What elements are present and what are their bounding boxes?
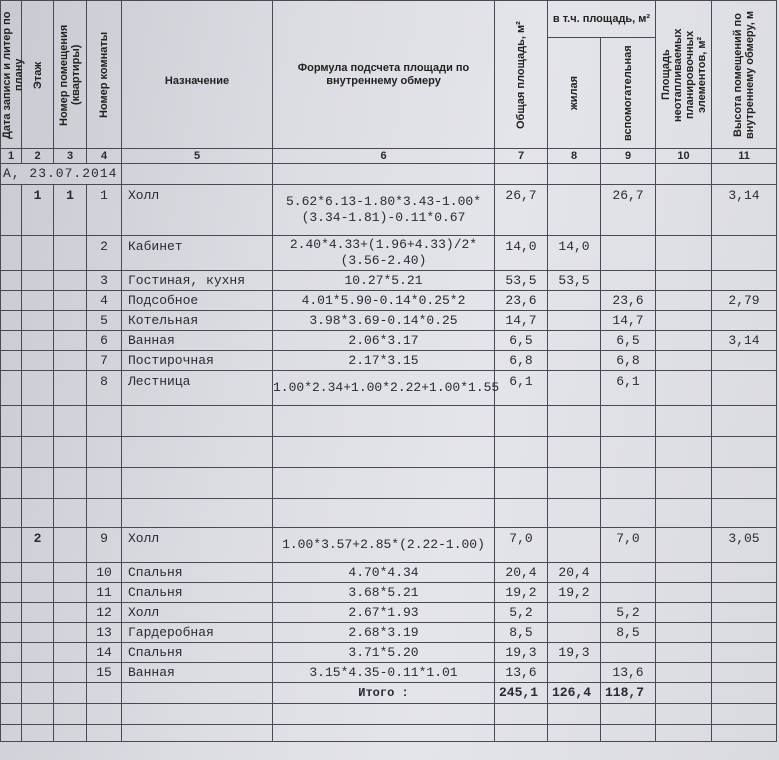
room-number: 14 <box>87 643 122 663</box>
column-number: 1 <box>1 149 22 164</box>
apartment-number <box>54 371 87 406</box>
total-area: 6,1 <box>495 371 548 406</box>
room-number: 6 <box>87 331 122 351</box>
area-formula: 1.00*2.34+1.00*2.22+1.00*1.55 <box>273 371 495 406</box>
table-row <box>1 563 777 583</box>
floor-number <box>22 351 54 371</box>
auxiliary-area: 6,1 <box>601 371 656 406</box>
room-height <box>712 643 777 663</box>
living-area: 19,2 <box>548 583 601 603</box>
table-row <box>1 371 777 406</box>
room-number: 10 <box>87 563 122 583</box>
table-row <box>1 271 777 291</box>
header-including-area: в т.ч. площадь, м² <box>548 1 656 38</box>
unheated-area <box>656 623 712 643</box>
room-purpose: Гардеробная <box>122 623 273 643</box>
room-height <box>712 311 777 331</box>
room-purpose: Гостиная, кухня <box>122 271 273 291</box>
room-number: 4 <box>87 291 122 311</box>
table-row <box>1 311 777 331</box>
apartment-number <box>54 311 87 331</box>
area-formula: 3.98*3.69-0.14*0.25 <box>273 311 495 331</box>
floor-number <box>22 603 54 623</box>
room-height: 3,05 <box>712 528 777 563</box>
column-numbers-row <box>1 149 777 164</box>
total-area: 26,7 <box>495 185 548 236</box>
total-area: 19,3 <box>495 643 548 663</box>
auxiliary-area: 6,8 <box>601 351 656 371</box>
total-area: 7,0 <box>495 528 548 563</box>
unheated-area <box>656 371 712 406</box>
unheated-area <box>656 351 712 371</box>
area-formula: 4.01*5.90-0.14*0.25*2 <box>273 291 495 311</box>
area-formula: 10.27*5.21 <box>273 271 495 291</box>
unheated-area <box>656 271 712 291</box>
area-formula: 3.71*5.20 <box>273 643 495 663</box>
unheated-area <box>656 185 712 236</box>
auxiliary-area: 7,0 <box>601 528 656 563</box>
table-row <box>1 351 777 371</box>
apartment-number <box>54 236 87 271</box>
room-purpose: Ванная <box>122 663 273 683</box>
header-room-number: Номер комнаты <box>87 1 122 149</box>
auxiliary-area: 6,5 <box>601 331 656 351</box>
empty-row <box>1 499 777 528</box>
living-area: 14,0 <box>548 236 601 271</box>
area-formula: 2.67*1.93 <box>273 603 495 623</box>
room-number: 9 <box>87 528 122 563</box>
header-floor: Этаж <box>22 1 54 149</box>
room-purpose: Спальня <box>122 583 273 603</box>
header-total-area: Общая площадь, м² <box>495 1 548 149</box>
auxiliary-area: 13,6 <box>601 663 656 683</box>
column-number: 4 <box>87 149 122 164</box>
floor-number <box>22 563 54 583</box>
totals-living-area: 126,4 <box>548 683 601 704</box>
table-row <box>1 663 777 683</box>
room-height: 2,79 <box>712 291 777 311</box>
table-row <box>1 603 777 623</box>
column-number: 2 <box>22 149 54 164</box>
total-area: 23,6 <box>495 291 548 311</box>
total-area: 20,4 <box>495 563 548 583</box>
table-row <box>1 185 777 236</box>
apartment-number <box>54 643 87 663</box>
living-area <box>548 185 601 236</box>
apartment-number: 1 <box>54 185 87 236</box>
apartment-number <box>54 291 87 311</box>
floor-number <box>22 583 54 603</box>
table-row <box>1 331 777 351</box>
room-height <box>712 371 777 406</box>
unheated-area <box>656 643 712 663</box>
room-number: 15 <box>87 663 122 683</box>
total-area: 13,6 <box>495 663 548 683</box>
unheated-area <box>656 291 712 311</box>
auxiliary-area: 5,2 <box>601 603 656 623</box>
living-area: 53,5 <box>548 271 601 291</box>
column-number: 8 <box>548 149 601 164</box>
column-number: 6 <box>273 149 495 164</box>
area-formula: 5.62*6.13-1.80*3.43-1.00*(3.34-1.81)-0.11*0.67 <box>273 185 495 236</box>
header-date-litera: Дата записи и литер по плану <box>1 1 22 149</box>
room-number: 5 <box>87 311 122 331</box>
room-purpose: Спальня <box>122 643 273 663</box>
header-unheated-area: Площадь неотапливаемых планировочных элементов, м² <box>656 1 712 149</box>
living-area <box>548 351 601 371</box>
total-area: 6,8 <box>495 351 548 371</box>
auxiliary-area: 26,7 <box>601 185 656 236</box>
living-area <box>548 311 601 331</box>
room-purpose: Постирочная <box>122 351 273 371</box>
living-area <box>548 291 601 311</box>
apartment-number <box>54 331 87 351</box>
area-formula: 3.68*5.21 <box>273 583 495 603</box>
room-number: 13 <box>87 623 122 643</box>
room-height <box>712 351 777 371</box>
total-area: 19,2 <box>495 583 548 603</box>
table-row <box>1 623 777 643</box>
auxiliary-area <box>601 643 656 663</box>
header-auxiliary-area: вспомогательная <box>601 38 656 149</box>
auxiliary-area: 8,5 <box>601 623 656 643</box>
total-area: 5,2 <box>495 603 548 623</box>
header-row-top <box>1 1 777 38</box>
floor-number <box>22 331 54 351</box>
room-number: 1 <box>87 185 122 236</box>
header-apartment-number: Номер помещения (квартиры) <box>54 1 87 149</box>
floor-number <box>22 236 54 271</box>
table-row <box>1 236 777 271</box>
room-number: 2 <box>87 236 122 271</box>
record-date: А, 23.07.2014 <box>1 164 122 185</box>
table-row <box>1 528 777 563</box>
column-number: 9 <box>601 149 656 164</box>
table-row <box>1 583 777 603</box>
floor-number: 1 <box>22 185 54 236</box>
room-height <box>712 236 777 271</box>
total-area: 53,5 <box>495 271 548 291</box>
empty-row <box>1 725 777 742</box>
totals-total-area: 245,1 <box>495 683 548 704</box>
empty-row <box>1 468 777 499</box>
room-purpose: Холл <box>122 185 273 236</box>
room-height <box>712 663 777 683</box>
column-number: 7 <box>495 149 548 164</box>
floor-number <box>22 663 54 683</box>
unheated-area <box>656 563 712 583</box>
living-area <box>548 623 601 643</box>
unheated-area <box>656 583 712 603</box>
header-formula: Формула подсчета площади по внутреннему обмеру <box>273 1 495 149</box>
auxiliary-area <box>601 271 656 291</box>
living-area <box>548 528 601 563</box>
total-area: 14,0 <box>495 236 548 271</box>
empty-row <box>1 704 777 725</box>
room-number: 12 <box>87 603 122 623</box>
area-formula: 2.06*3.17 <box>273 331 495 351</box>
room-number: 8 <box>87 371 122 406</box>
area-formula: 2.68*3.19 <box>273 623 495 643</box>
area-formula: 3.15*4.35-0.11*1.01 <box>273 663 495 683</box>
totals-auxiliary-area: 118,7 <box>601 683 656 704</box>
room-height: 3,14 <box>712 185 777 236</box>
apartment-number <box>54 563 87 583</box>
room-number: 11 <box>87 583 122 603</box>
auxiliary-area: 23,6 <box>601 291 656 311</box>
apartment-number <box>54 623 87 643</box>
total-area: 8,5 <box>495 623 548 643</box>
floor-number <box>22 623 54 643</box>
auxiliary-area <box>601 236 656 271</box>
auxiliary-area <box>601 583 656 603</box>
total-area: 14,7 <box>495 311 548 331</box>
apartment-number <box>54 528 87 563</box>
room-purpose: Спальня <box>122 563 273 583</box>
area-formula: 2.17*3.15 <box>273 351 495 371</box>
room-height <box>712 583 777 603</box>
room-height <box>712 271 777 291</box>
column-number: 5 <box>122 149 273 164</box>
table-row <box>1 291 777 311</box>
room-height <box>712 603 777 623</box>
auxiliary-area <box>601 563 656 583</box>
column-number: 3 <box>54 149 87 164</box>
apartment-number <box>54 603 87 623</box>
living-area <box>548 663 601 683</box>
column-number: 10 <box>656 149 712 164</box>
room-purpose: Холл <box>122 528 273 563</box>
header-living-area: жилая <box>548 38 601 149</box>
room-height <box>712 623 777 643</box>
unheated-area <box>656 603 712 623</box>
floor-number <box>22 311 54 331</box>
unheated-area <box>656 528 712 563</box>
room-purpose: Подсобное <box>122 291 273 311</box>
room-height: 3,14 <box>712 331 777 351</box>
empty-row <box>1 437 777 468</box>
date-row <box>1 164 777 185</box>
unheated-area <box>656 311 712 331</box>
floor-number: 2 <box>22 528 54 563</box>
floor-number <box>22 643 54 663</box>
room-purpose: Котельная <box>122 311 273 331</box>
floor-number <box>22 371 54 406</box>
empty-row <box>1 406 777 437</box>
apartment-number <box>54 583 87 603</box>
room-height <box>712 563 777 583</box>
unheated-area <box>656 236 712 271</box>
area-formula: 2.40*4.33+(1.96+4.33)/2*(3.56-2.40) <box>273 236 495 271</box>
header-room-height: Высота помещений по внутреннему обмеру, м <box>712 1 777 149</box>
room-purpose: Лестница <box>122 371 273 406</box>
apartment-number <box>54 663 87 683</box>
header-purpose: Назначение <box>122 1 273 149</box>
floor-number <box>22 271 54 291</box>
total-area: 6,5 <box>495 331 548 351</box>
totals-label: Итого : <box>273 683 495 704</box>
living-area <box>548 331 601 351</box>
room-number: 3 <box>87 271 122 291</box>
living-area <box>548 371 601 406</box>
apartment-number <box>54 271 87 291</box>
totals-row <box>1 683 777 704</box>
room-purpose: Холл <box>122 603 273 623</box>
floor-number <box>22 291 54 311</box>
living-area: 20,4 <box>548 563 601 583</box>
column-number: 11 <box>712 149 777 164</box>
apartment-number <box>54 351 87 371</box>
table-row <box>1 643 777 663</box>
room-purpose: Кабинет <box>122 236 273 271</box>
room-number: 7 <box>87 351 122 371</box>
auxiliary-area: 14,7 <box>601 311 656 331</box>
living-area <box>548 603 601 623</box>
room-purpose: Ванная <box>122 331 273 351</box>
unheated-area <box>656 663 712 683</box>
unheated-area <box>656 331 712 351</box>
area-formula: 4.70*4.34 <box>273 563 495 583</box>
living-area: 19,3 <box>548 643 601 663</box>
area-formula: 1.00*3.57+2.85*(2.22-1.00) <box>273 528 495 563</box>
